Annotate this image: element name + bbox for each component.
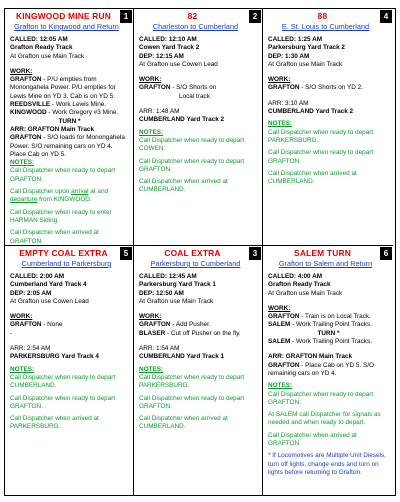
arrival-time: ARR: 3:10 AM <box>268 99 309 107</box>
train-card-coal-extra <box>134 246 263 495</box>
card-route: Cumberland to Parkersburg <box>21 259 112 268</box>
train-card-kingwood-mine-run <box>5 9 134 246</box>
arrival-time: ARR: 1:54 AM <box>139 345 180 353</box>
turn-marker: TURN * <box>58 117 81 125</box>
work-item: GRAFTON - Train is on Local Track. <box>268 313 371 321</box>
note: Call Dispatcher when ready to depart PARKERSBURG. <box>139 373 245 390</box>
departure-time: DEP: 12:15 AM <box>139 52 184 60</box>
train-card-empty-coal-extra <box>5 246 134 495</box>
engine-track: At Grafton use Cowen Lead <box>10 297 89 305</box>
notes-label: NOTES: <box>10 159 35 167</box>
work-item: GRAFTON - Add Pusher. <box>139 321 211 329</box>
note: Call Dispatcher upon arrival at and departure from KINGWOOD. <box>10 188 109 204</box>
work-item: REEDSVILLE - Work Lewis Mine. <box>10 101 107 109</box>
notes-label: NOTES: <box>268 382 293 390</box>
arrival-track: CUMBERLAND Yard Track 1 <box>139 353 225 361</box>
card-number: 1 <box>120 10 132 23</box>
engine-track: At Grafton use Main Track <box>268 289 343 297</box>
called-time: CALLED: 12:05 AM <box>10 36 68 43</box>
origin-yard: Cumberland Yard Track 4 <box>10 281 87 289</box>
card-route: Grafton to Salem and Return <box>278 259 373 268</box>
arrival-time: ARR: 2:54 AM <box>10 345 51 353</box>
note: Call Dispatcher when ready to enter HARMAN Siding. <box>10 208 112 224</box>
card-title: 88 <box>317 11 328 21</box>
note: Call Dispatcher when arrived at CUMBERLAND. <box>268 169 357 186</box>
switch-list-sheet <box>4 8 396 496</box>
card-title: 82 <box>187 11 198 21</box>
work-item: GRAFTON - P/U empties from Monongahela Power. P/U empties for Lewis Mine on YD 3. Cab is on YD 5. <box>10 76 116 100</box>
notes-label: NOTES: <box>139 365 164 373</box>
work-item: SALEM - Work Trailing Point Tracks. <box>268 338 372 346</box>
work-label: WORK: <box>139 313 162 321</box>
departure-time: DEP: 1:30 AM <box>268 52 310 60</box>
arrival-track: CUMBERLAND Yard Track 2 <box>268 108 354 116</box>
called-time: CALLED: 1:25 AM <box>268 36 323 43</box>
note: Call Dispatcher when ready to depart COWEN. <box>139 136 245 153</box>
card-number: 2 <box>249 10 261 23</box>
note: At SALEM call Dispatcher for signals as needed and when ready to depart. <box>268 411 381 427</box>
work-label: WORK: <box>139 76 162 84</box>
note: Call Dispatcher when ready to depart CUMBERLAND. <box>10 373 116 390</box>
arrival-track: ARR: GRAFTON Main Track <box>10 125 95 133</box>
called-time: CALLED: 4:00 AM <box>268 273 323 280</box>
card-title: KINGWOOD MINE RUN <box>15 11 112 21</box>
card-route: Parkersburg to Cumberland <box>150 259 241 268</box>
origin-yard: Grafton Ready Track <box>10 44 73 52</box>
card-number: 5 <box>120 247 132 260</box>
called-time: CALLED: 2:00 AM <box>10 273 65 280</box>
engine-track: At Grafton use Main Track <box>10 52 85 60</box>
card-number: 6 <box>380 247 392 260</box>
note: Call Dispatcher when arrived at CUMBERLAND. <box>139 178 228 194</box>
card-title: EMPTY COAL EXTRA <box>19 248 108 258</box>
departure-time: DEP: 2:05 AM <box>10 289 52 297</box>
note: Call Dispatcher when arrived at PARKERSBURG. <box>10 415 99 431</box>
departure-time: DEP: 12:50 AM <box>139 289 184 297</box>
work-item: SALEM - Work Trailing Point Tracks. <box>268 321 372 329</box>
card-title: COAL EXTRA <box>164 248 221 258</box>
note: Call Dispatcher when arrived at GRAFTON. <box>268 431 357 448</box>
notes-label: NOTES: <box>139 128 164 136</box>
note: Call Dispatcher when arrived at GRAFTON. <box>10 229 99 245</box>
origin-yard: Parkersburg Yard Track 1 <box>139 281 216 289</box>
work-item: GRAFTON - S/O Shorts on <box>139 84 217 92</box>
card-route: Charleston to Cumberland <box>152 22 239 31</box>
work-item: GRAFTON - None <box>10 321 63 329</box>
engine-track: At Grafton use Main Track <box>139 297 214 305</box>
work-label: WORK: <box>268 76 291 84</box>
work-item: GRAFTON - S/O loads for Monongahela Power. S/O remaining cars on YD 4. Place Cab on YD 5. <box>10 134 125 158</box>
work-item: KINGWOOD - Work Gregory #3 Mine. <box>10 109 119 117</box>
note: Call Dispatcher when ready to depart GRAFTON. <box>139 394 245 410</box>
note: Call Dispatcher when ready to depart GRAFTON. <box>139 157 245 173</box>
note: Call Dispatcher when ready to depart GRAFTON. <box>10 394 116 410</box>
work-label: WORK: <box>10 313 33 321</box>
card-number: 4 <box>380 10 392 23</box>
arrival-time: ARR: 1:48 AM <box>139 108 180 116</box>
work-dash: - <box>10 329 13 337</box>
arrival-track: PARKERSBURG Yard Track 4 <box>10 353 99 361</box>
note: Call Dispatcher when ready to depart GRAFTON. <box>268 149 374 165</box>
arrival-track: CUMBERLAND Yard Track 2 <box>139 116 225 124</box>
origin-yard: Parkersburg Yard Track 2 <box>268 44 345 52</box>
footnote: * If Locomotives are Multiple Unit Diesels, turn off lights, change ends and turn on lights before returning to Grafton. <box>268 452 386 476</box>
card-route: Grafton to Kingwood and Return <box>14 22 119 31</box>
arrival-track: ARR: GRAFTON Main Track <box>268 353 353 361</box>
work-item: BLASER - Cut off Pusher on the fly. <box>139 329 241 337</box>
turn-marker: TURN * <box>317 329 340 337</box>
origin-yard: Grafton Ready Track <box>268 281 331 289</box>
card-route: E. St. Louis to Cumberland <box>281 22 370 31</box>
work-label: WORK: <box>268 304 291 312</box>
note: Call Dispatcher when ready to depart GRAFTON. <box>268 390 374 406</box>
work-item: GRAFTON - Place Cab on YD 5. S/O remaining cars on YD 4. <box>268 361 374 377</box>
card-title: SALEM TURN <box>294 248 351 258</box>
train-card-88 <box>263 9 393 246</box>
engine-track: At Grafton use Cowen Lead <box>139 60 218 68</box>
note: Call Dispatcher when ready to depart PARKERSBURG. <box>268 128 374 144</box>
called-time: CALLED: 12:10 AM <box>139 36 197 43</box>
train-card-82 <box>134 9 263 246</box>
notes-label: NOTES: <box>10 365 35 373</box>
note: Call Dispatcher when arrived at CUMBERLAND. <box>139 415 228 431</box>
train-card-salem-turn <box>263 246 393 495</box>
called-time: CALLED: 12:45 AM <box>139 273 197 280</box>
work-label: WORK: <box>10 67 33 75</box>
engine-track: At Grafton use Main Track <box>268 60 343 68</box>
note: Call Dispatcher when ready to depart GRAFTON. <box>10 167 116 183</box>
origin-yard: Cowen Yard Track 2 <box>139 44 200 52</box>
card-number: 3 <box>249 247 261 260</box>
notes-label: NOTES: <box>268 120 293 128</box>
work-item-continued: Local track <box>179 92 210 100</box>
work-item: GRAFTON - S/O Shorts on YD 2. <box>268 84 363 92</box>
